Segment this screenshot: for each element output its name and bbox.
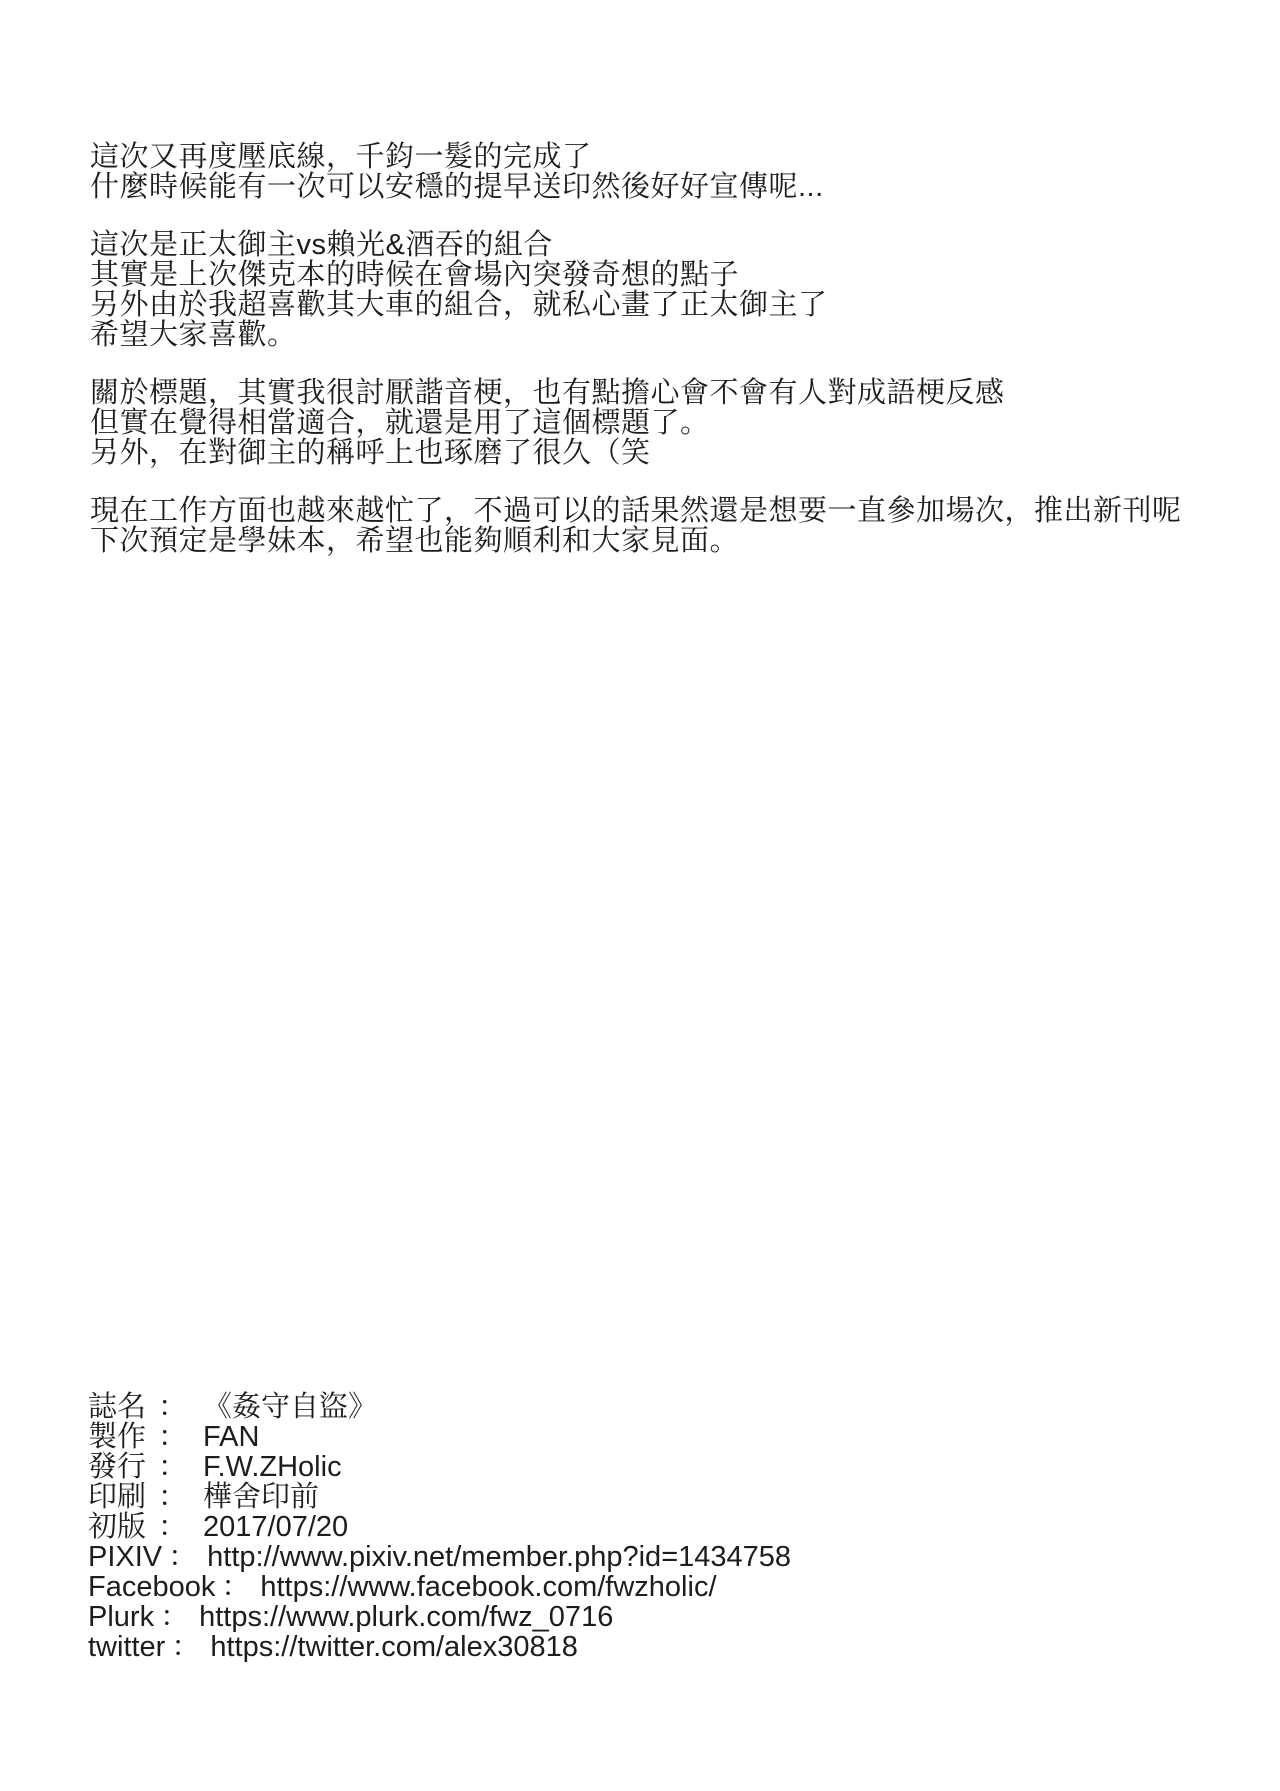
colophon-row-title xyxy=(88,1392,791,1422)
colophon-row-publisher xyxy=(88,1452,791,1482)
colophon-label: 發行 xyxy=(88,1451,147,1483)
link-label: Plurk xyxy=(88,1601,155,1633)
link-url: http://www.pixiv.net/member.php?id=1434758 xyxy=(207,1541,792,1573)
colophon-value: F.W.ZHolic xyxy=(203,1451,342,1483)
colophon-row-first-edition xyxy=(88,1512,791,1542)
link-separator: ： xyxy=(168,1541,198,1573)
link-url: https://www.plurk.com/fwz_0716 xyxy=(199,1601,614,1633)
afterword-line: 下次預定是學妹本，希望也能夠順利和大家見面。 xyxy=(90,525,740,557)
colophon-row-printer xyxy=(88,1482,791,1512)
link-separator: ： xyxy=(160,1601,190,1633)
afterword-line: 其實是上次傑克本的時候在會場內突發奇想的點子 xyxy=(90,259,740,291)
colophon-value: 樺舍印前 xyxy=(203,1481,320,1513)
colophon-separator: ： xyxy=(158,1421,188,1453)
colophon-label: 印刷 xyxy=(88,1481,147,1513)
link-url: https://twitter.com/alex30818 xyxy=(210,1631,578,1663)
colophon-separator: ： xyxy=(158,1481,188,1513)
afterword-line: 現在工作方面也越來越忙了，不過可以的話果然還是想要一直參加場次，推出新刊呢 xyxy=(90,495,1182,527)
colophon-value: 2017/07/20 xyxy=(203,1511,349,1543)
link-separator: ： xyxy=(221,1571,251,1603)
afterword-paragraph-3 xyxy=(90,378,1220,468)
afterword-line: 關於標題，其實我很討厭諧音梗，也有點擔心會不會有人對成語梗反感 xyxy=(90,377,1005,409)
afterword-line: 希望大家喜歡。 xyxy=(90,319,297,351)
afterword-line: 另外，在對御主的稱呼上也琢磨了很久（笑 xyxy=(90,437,651,469)
afterword-line: 另外由於我超喜歡其大車的組合，就私心畫了正太御主了 xyxy=(90,289,828,321)
link-label: Facebook xyxy=(88,1571,216,1603)
afterword-paragraph-2 xyxy=(90,230,1220,350)
colophon-link-facebook xyxy=(88,1572,791,1602)
colophon-link-twitter xyxy=(88,1632,791,1662)
link-separator: ： xyxy=(171,1631,201,1663)
afterword-text xyxy=(90,142,1220,584)
colophon-label: 誌名 xyxy=(88,1391,147,1423)
colophon-separator: ： xyxy=(158,1511,188,1543)
afterword-line: 這次又再度壓底線，千鈞一髮的完成了 xyxy=(90,141,592,173)
colophon-separator: ： xyxy=(158,1391,188,1423)
colophon xyxy=(88,1392,791,1662)
link-url: https://www.facebook.com/fwzholic/ xyxy=(260,1571,717,1603)
colophon-link-pixiv xyxy=(88,1542,791,1572)
link-label: PIXIV xyxy=(88,1541,163,1573)
colophon-label: 初版 xyxy=(88,1511,147,1543)
afterword-paragraph-1 xyxy=(90,142,1220,202)
afterword-line: 什麼時候能有一次可以安穩的提早送印然後好好宣傳呢... xyxy=(90,171,824,203)
colophon-link-plurk xyxy=(88,1602,791,1632)
colophon-row-maker xyxy=(88,1422,791,1452)
colophon-value: 《姦守自盜》 xyxy=(203,1391,378,1423)
afterword-line: 但實在覺得相當適合，就還是用了這個標題了。 xyxy=(90,407,710,439)
afterword-line: 這次是正太御主vs賴光&酒吞的組合 xyxy=(90,229,553,261)
colophon-label: 製作 xyxy=(88,1421,147,1453)
colophon-value: FAN xyxy=(203,1421,260,1453)
link-label: twitter xyxy=(88,1631,166,1663)
afterword-paragraph-4 xyxy=(90,496,1220,556)
colophon-separator: ： xyxy=(158,1451,188,1483)
